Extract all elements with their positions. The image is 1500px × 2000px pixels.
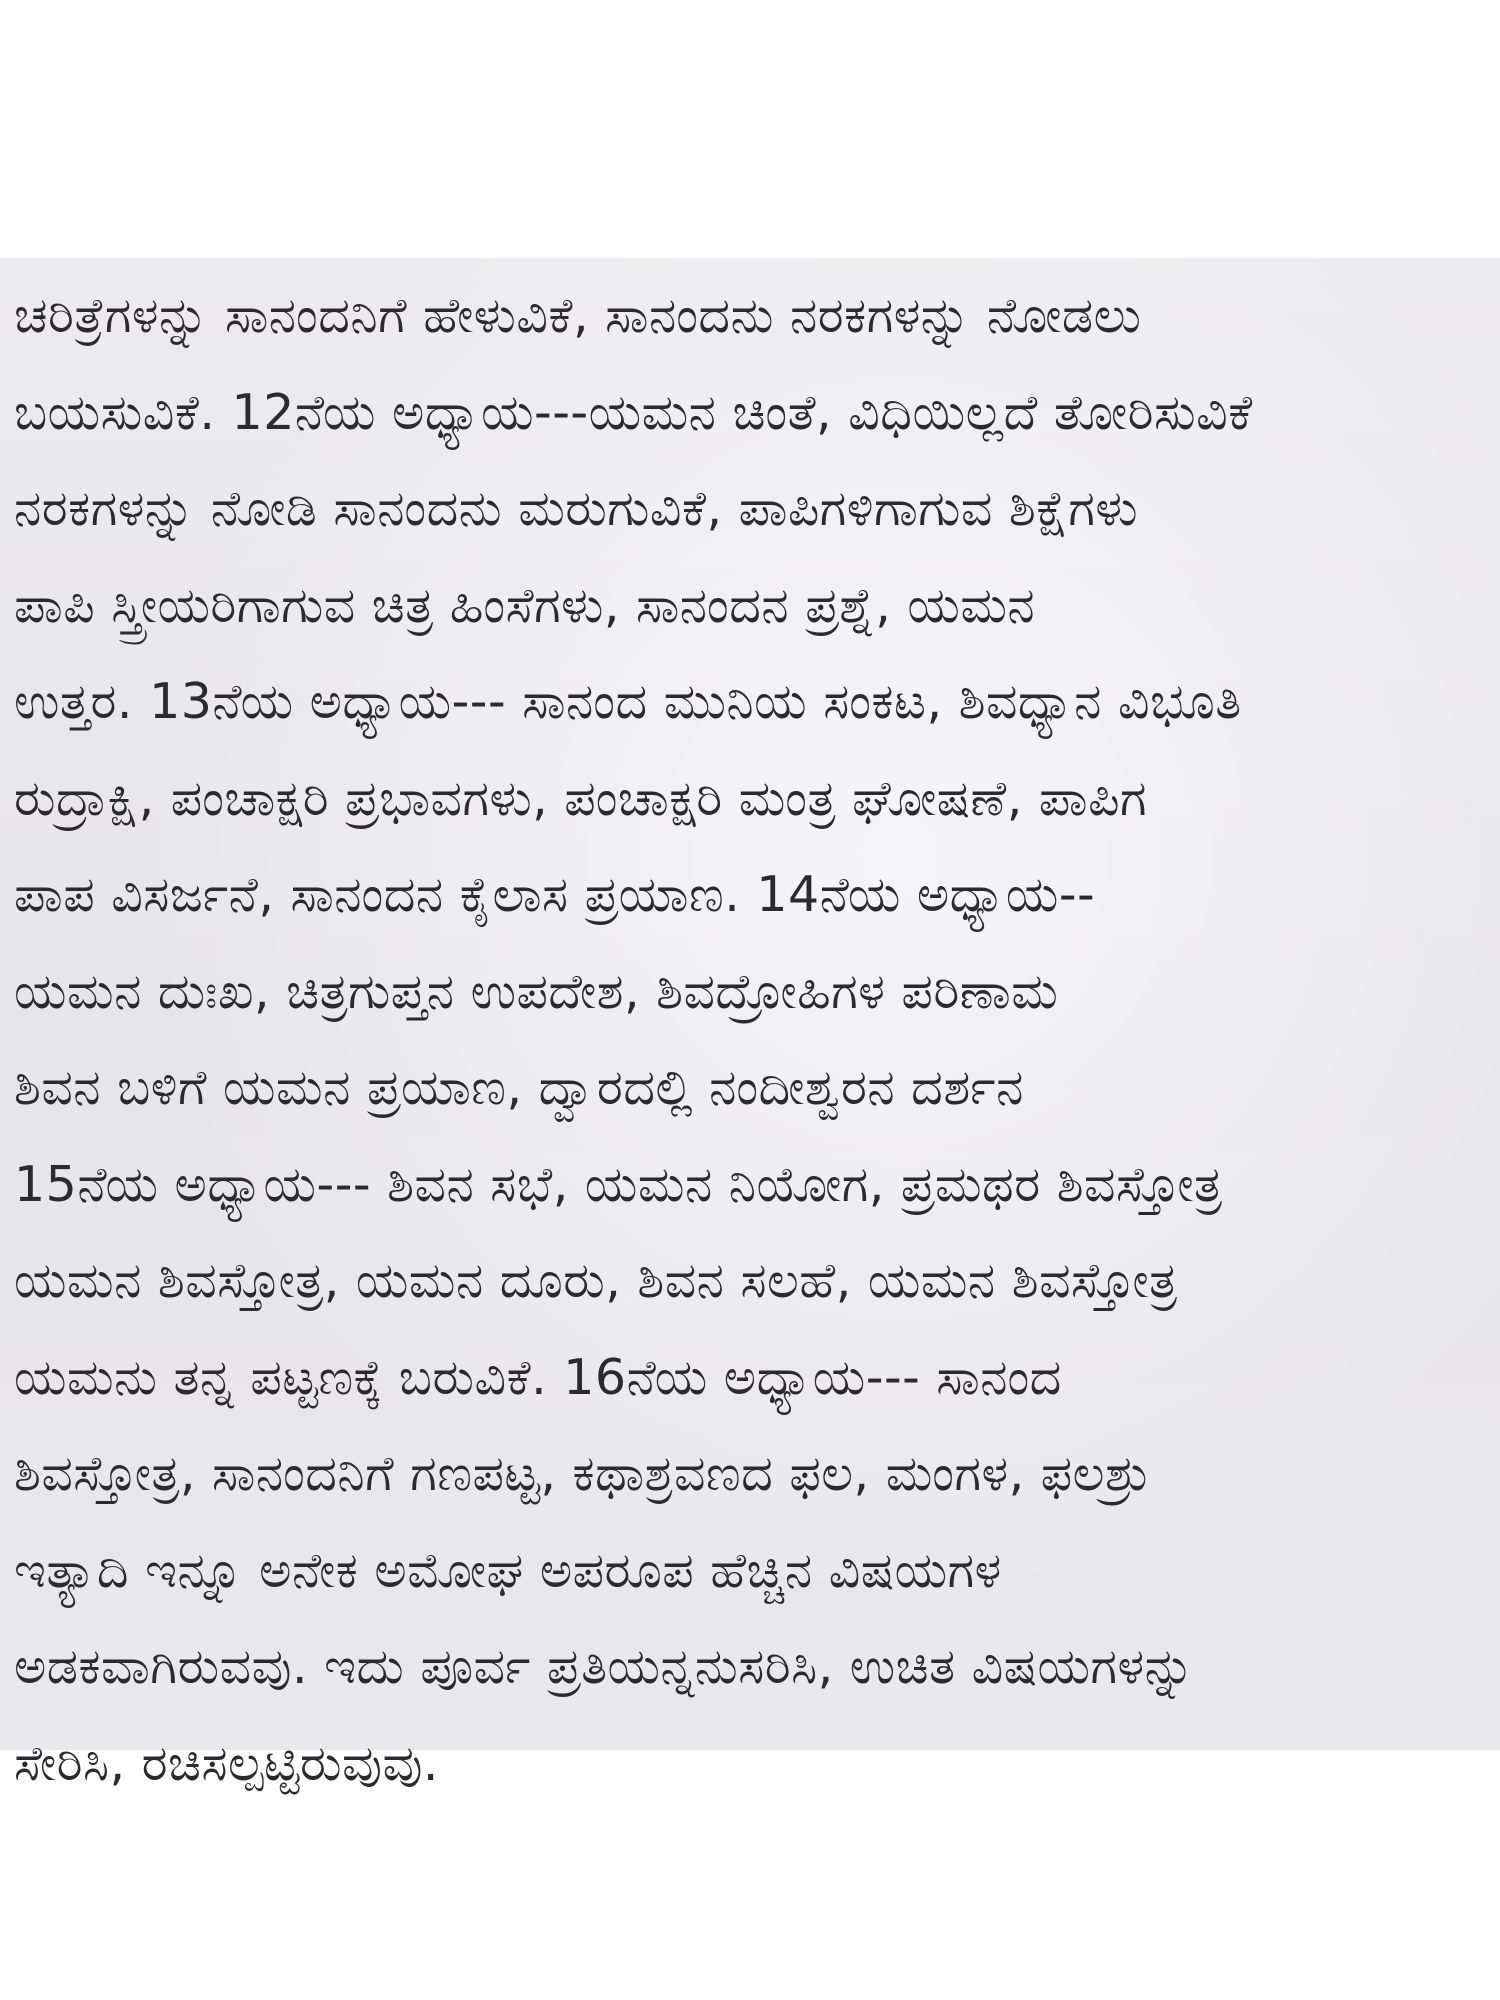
text-line-6: ರುದ್ರಾಕ್ಷಿ, ಪಂಚಾಕ್ಷರಿ ಪ್ರಭಾವಗಳು, ಪಂಚಾಕ್ಷರಿ ಮಂತ್ರ ಘೋಷಣೆ, ಪಾಪಿಗ <box>14 769 1148 827</box>
paragraph <box>14 258 1494 1812</box>
text-line-9: ಶಿವನ ಬಳಿಗೆ ಯಮನ ಪ್ರಯಾಣ, ದ್ವಾರದಲ್ಲಿ ನಂದೀಶ್ವರನ ದರ್ಶನ <box>14 1059 1024 1116</box>
text-line-14: ಇತ್ಯಾದಿ ಇನ್ನೂ ಅನೇಕ ಅಮೋಘ ಅಪರೂಪ ಹೆಚ್ಚಿನ ವಿಷಯಗಳ <box>14 1541 1002 1599</box>
scanned-page <box>0 258 1500 1792</box>
text-line-8: ಯಮನ ದುಃಖ, ಚಿತ್ರಗುಪ್ತನ ಉಪದೇಶ, ಶಿವದ್ರೋಹಿಗಳ ಪರಿಣಾಮ <box>14 962 1059 1020</box>
text-line-11: ಯಮನ ಶಿವಸ್ತೋತ್ರ, ಯಮನ ದೂರು, ಶಿವನ ಸಲಹೆ, ಯಮನ ಶಿವಸ್ತೋತ್ರ <box>14 1252 1178 1309</box>
text-line-2: ಬಯಸುವಿಕೆ. 12ನೆಯ ಅಧ್ಯಾಯ---ಯಮನ ಚಿಂತೆ, ವಿಧಿಯಿಲ್ಲದೆ ತೋರಿಸುವಿಕೆ <box>14 383 1253 441</box>
text-line-16: ಸೇರಿಸಿ, ರಚಿಸಲ್ಪಟ್ಟಿರುವುವು. <box>14 1734 440 1792</box>
text-line-5: ಉತ್ತರ. 13ನೆಯ ಅಧ್ಯಾಯ--- ಸಾನಂದ ಮುನಿಯ ಸಂಕಟ, ಶಿವಧ್ಯಾನ ವಿಭೂತಿ <box>14 673 1242 730</box>
text-line-1: ಚರಿತ್ರೆಗಳನ್ನು ಸಾನಂದನಿಗೆ ಹೇಳುವಿಕೆ, ಸಾನಂದನು ನರಕಗಳನ್ನು ನೋಡಲು <box>14 287 1142 344</box>
text-line-12: ಯಮನು ತನ್ನ ಪಟ್ಟಣಕ್ಕೆ ಬರುವಿಕೆ. 16ನೆಯ ಅಧ್ಯಾಯ--- ಸಾನಂದ <box>14 1348 1062 1406</box>
text-line-10: 15ನೆಯ ಅಧ್ಯಾಯ--- ಶಿವನ ಸಭೆ, ಯಮನ ನಿಯೋಗ, ಪ್ರಮಥರ ಶಿವಸ್ತೋತ್ರ <box>14 1155 1223 1213</box>
text-line-15: ಅಡಕವಾಗಿರುವವು. ಇದು ಪೂರ್ವ ಪ್ರತಿಯನ್ನನುಸರಿಸಿ, ಉಚಿತ ವಿಷಯಗಳನ್ನು <box>14 1638 1195 1695</box>
text-line-13: ಶಿವಸ್ತೋತ್ರ, ಸಾನಂದನಿಗೆ ಗಣಪಟ್ಟ, ಕಥಾಶ್ರವಣದ ಫಲ, ಮಂಗಳ, ಫಲಶ್ರು <box>14 1445 1151 1502</box>
text-line-4: ಪಾಪಿ ಸ್ತ್ರೀಯರಿಗಾಗುವ ಚಿತ್ರ ಹಿಂಸೆಗಳು, ಸಾನಂದನ ಪ್ರಶ್ನೆ, ಯಮನ <box>14 576 1036 634</box>
text-line-3: ನರಕಗಳನ್ನು ನೋಡಿ ಸಾನಂದನು ಮರುಗುವಿಕೆ, ಪಾಪಿಗಳಿಗಾಗುವ ಶಿಕ್ಷೆಗಳು <box>14 480 1139 537</box>
text-line-7: ಪಾಪ ವಿಸರ್ಜನೆ, ಸಾನಂದನ ಕೈಲಾಸ ಪ್ರಯಾಣ. 14ನೆಯ ಅಧ್ಯಾಯ-- <box>14 866 1096 923</box>
